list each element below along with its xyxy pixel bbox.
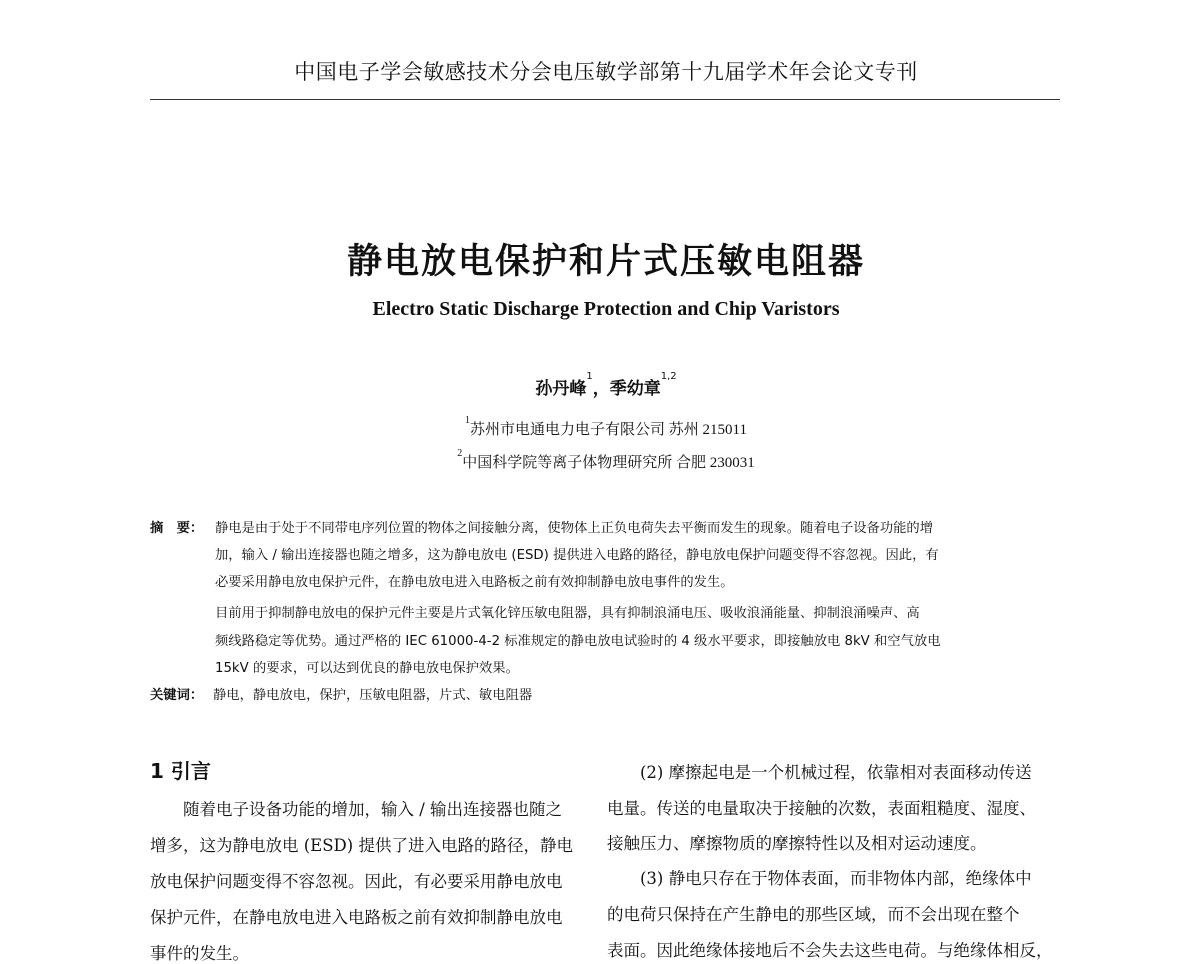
author-2-affiliation: 1,2: [660, 371, 677, 382]
body-line-right: 表面。因此绝缘体接地后不会失去这些电荷。与绝缘体相反，: [607, 941, 1053, 960]
abstract-line: 静电是由于处于不同带电序列位置的物体之间接触分离，使物体上正负电荷失去平衡而发生的现象。随着电子设备功能的增: [215, 521, 934, 536]
body-line-right: (3) 静电只存在于物体表面，而非物体内部，绝缘体中: [640, 869, 1032, 888]
affiliation-marker: 1: [465, 415, 471, 426]
abstract-line: 频线路稳定等优势。通过严格的 IEC 61000-4-2 标准规定的静电放电试验时的 4 级水平要求，即接触放电 8kV 和空气放电: [215, 634, 941, 649]
journal-header: 中国电子学会敏感技术分会电压敏学部第十九届学术年会论文专刊: [294, 60, 918, 84]
body-line-right: 的电荷只保持在产生静电的那些区域，而不会出现在整个: [607, 905, 1020, 924]
affiliation-marker: 2: [457, 448, 463, 459]
body-line-right: (2) 摩擦起电是一个机械过程，依靠相对表面移动传送: [640, 763, 1032, 782]
paper-title-english: Electro Static Discharge Protection and Chip Varistors: [372, 298, 840, 320]
body-line-right: 电量。传送的电量取决于接触的次数，表面粗糙度、湿度、: [607, 799, 1036, 818]
section-heading: 1 引言: [150, 759, 211, 783]
author-separator: ，: [592, 379, 610, 399]
author-1: 孙丹峰: [535, 379, 587, 399]
body-line-left: 事件的发生。: [150, 944, 249, 963]
header-rule: [150, 99, 1060, 100]
affiliation-text: 中国科学院等离子体物理研究所 合肥 230031: [462, 455, 755, 471]
author-1-affiliation: 1: [586, 371, 593, 382]
authors: [0, 371, 1200, 399]
abstract-line: 加，输入 / 输出连接器也随之增多，这为静电放电 (ESD) 提供进入电路的路径，静电放电保护问题变得不容忽视。因此，有: [215, 548, 939, 563]
abstract-label: 摘 要：: [150, 521, 204, 536]
body-line-left: 保护元件，在静电放电进入电路板之前有效抑制静电放电: [150, 908, 563, 927]
body-line-left: 随着电子设备功能的增加，输入 / 输出连接器也随之: [183, 800, 563, 819]
keywords-label: 关键词：: [150, 688, 204, 703]
body-line-right: 接触压力、摩擦物质的摩擦特性以及相对运动速度。: [607, 834, 987, 853]
affiliation-2: [0, 448, 1200, 472]
keywords-text: 静电，静电放电，保护，压敏电阻器，片式、敏电阻器: [213, 688, 533, 703]
abstract-line: 15kV 的要求，可以达到优良的静电放电保护效果。: [215, 661, 519, 676]
paper-title: 静电放电保护和片式压敏电阻器: [346, 242, 865, 282]
abstract-line: 必要采用静电放电保护元件，在静电放电进入电路板之前有效抑制静电放电事件的发生。: [215, 575, 734, 590]
affiliation-text: 苏州市电通电力电子有限公司 苏州 215011: [470, 422, 747, 438]
body-line-left: 增多，这为静电放电 (ESD) 提供了进入电路的路径，静电: [150, 836, 573, 855]
abstract-line: 目前用于抑制静电放电的保护元件主要是片式氧化锌压敏电阻器，具有抑制浪涌电压、吸收浪涌能量、抑制浪涌噪声、高: [215, 606, 920, 621]
author-2: 季幼章: [609, 379, 661, 399]
affiliation-1: [0, 415, 1200, 439]
body-line-left: 放电保护问题变得不容忽视。因此，有必要采用静电放电: [150, 872, 563, 891]
